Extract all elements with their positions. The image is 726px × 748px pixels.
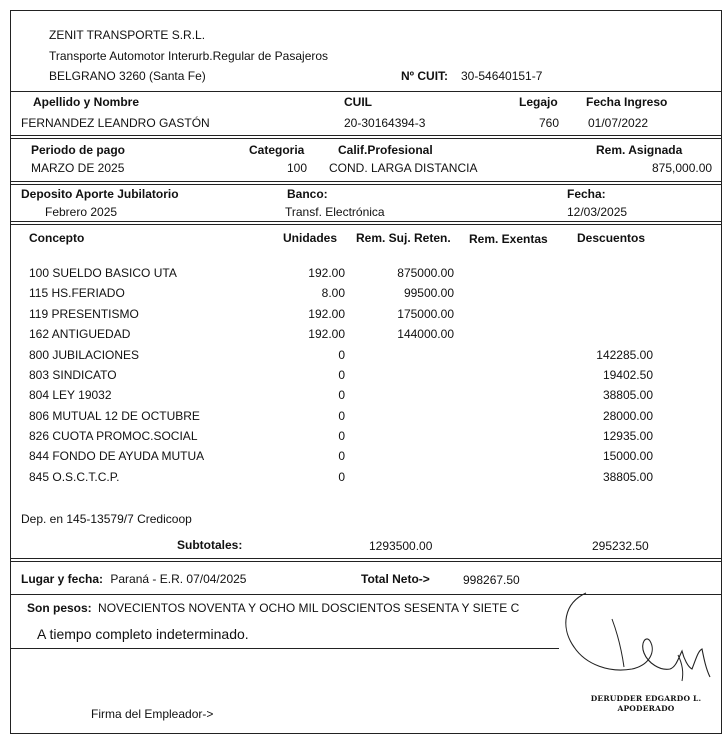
ingreso-label: Fecha Ingreso: [586, 95, 668, 109]
deposit-note: Dep. en 145-13579/7 Credicoop: [21, 512, 192, 526]
signature-scribble: [556, 589, 721, 689]
cuit-label: Nº CUIT:: [401, 69, 449, 83]
date-label: Fecha:: [567, 187, 606, 201]
company-name: ZENIT TRANSPORTE S.R.L.: [49, 28, 206, 42]
row-concepto: 806 MUTUAL 12 DE OCTUBRE: [29, 409, 200, 423]
place-label: Lugar y fecha:: [21, 572, 104, 586]
cuil-label: CUIL: [344, 95, 372, 109]
row-desc: 38805.00: [602, 470, 653, 484]
payslip: [10, 10, 722, 734]
cuit-value: 30-54640151-7: [461, 69, 543, 83]
signature-name: DERUDDER EDGARDO L.: [590, 694, 702, 703]
row-concepto: 845 O.S.C.T.C.P.: [29, 470, 120, 484]
row-unidades: 0: [338, 470, 345, 484]
row-desc: 19402.50: [602, 368, 653, 382]
row-desc: 38805.00: [602, 388, 653, 402]
row-unidades: 0: [338, 388, 345, 402]
row-rem: 99500.00: [403, 286, 454, 300]
divider: [11, 648, 559, 649]
place-line: [21, 572, 246, 586]
row-desc: 142285.00: [596, 348, 653, 362]
subtotals-label: Subtotales:: [177, 538, 243, 552]
row-rem: 875000.00: [397, 266, 454, 280]
divider: [11, 135, 721, 136]
row-unidades: 0: [338, 409, 345, 423]
employer-signature-label: Firma del Empleador->: [91, 707, 214, 721]
employee-name: FERNANDEZ LEANDRO GASTÓN: [21, 116, 210, 130]
rem-value: 875,000.00: [652, 161, 713, 175]
divider: [11, 224, 721, 225]
signature-title: APODERADO: [617, 704, 675, 713]
row-unidades: 192.00: [308, 307, 345, 321]
subtotal-rem: 1293500.00: [369, 539, 433, 553]
calif-label: Calif.Profesional: [338, 143, 433, 157]
bank-label: Banco:: [287, 187, 328, 201]
deposit-label: Deposito Aporte Jubilatorio: [21, 187, 179, 201]
deposit-value: Febrero 2025: [45, 205, 118, 219]
row-concepto: 803 SINDICATO: [29, 368, 117, 382]
period-value: MARZO DE 2025: [31, 161, 125, 175]
row-concepto: 826 CUOTA PROMOC.SOCIAL: [29, 429, 198, 443]
col-header-descuentos: Descuentos: [577, 231, 646, 245]
row-unidades: 0: [338, 348, 345, 362]
legajo-label: Legajo: [519, 95, 558, 109]
row-concepto: 800 JUBILACIONES: [29, 348, 140, 362]
company-address: BELGRANO 3260 (Santa Fe): [49, 69, 206, 83]
col-header-rem-suj: Rem. Suj. Reten.: [356, 231, 451, 245]
divider: [11, 184, 721, 185]
cuil-value: 20-30164394-3: [344, 116, 426, 130]
col-header-unidades: Unidades: [283, 231, 338, 245]
pesos-label: Son pesos:: [27, 601, 92, 615]
row-concepto: 100 SUELDO BASICO UTA: [29, 266, 177, 280]
row-unidades: 192.00: [308, 266, 345, 280]
rem-label: Rem. Asignada: [596, 143, 683, 157]
divider: [11, 558, 721, 559]
subtotal-desc: 295232.50: [592, 539, 649, 553]
row-rem: 175000.00: [397, 307, 454, 321]
category-value: 100: [287, 161, 308, 175]
name-label: Apellido y Nombre: [33, 95, 140, 109]
divider: [11, 561, 721, 562]
divider: [11, 138, 721, 139]
ingreso-value: 01/07/2022: [588, 116, 649, 130]
pesos-value: NOVECIENTOS NOVENTA Y OCHO MIL DOSCIENTOS SESENTA Y SIETE C: [98, 601, 520, 615]
row-concepto: 804 LEY 19032: [29, 388, 112, 402]
row-unidades: 8.00: [321, 286, 345, 300]
date-value: 12/03/2025: [567, 205, 628, 219]
row-desc: 28000.00: [602, 409, 653, 423]
company-activity: Transporte Automotor Interurb.Regular de Pasajeros: [49, 49, 329, 63]
row-unidades: 0: [338, 429, 345, 443]
row-unidades: 0: [338, 449, 345, 463]
category-label: Categoria: [249, 143, 305, 157]
bank-value: Transf. Electrónica: [285, 205, 385, 219]
row-concepto: 119 PRESENTISMO: [29, 307, 139, 321]
divider: [11, 91, 721, 92]
calif-value: COND. LARGA DISTANCIA: [329, 161, 478, 175]
place-value: Paraná - E.R. 07/04/2025: [110, 572, 247, 586]
col-header-concepto: Concepto: [29, 231, 85, 245]
row-concepto: 162 ANTIGUEDAD: [29, 327, 131, 341]
period-label: Periodo de pago: [31, 143, 126, 157]
divider: [11, 181, 721, 182]
row-unidades: 192.00: [308, 327, 345, 341]
pesos-line: [27, 601, 557, 615]
divider: [11, 221, 721, 222]
row-desc: 12935.00: [602, 429, 653, 443]
col-header-rem-exentas: Rem. Exentas: [469, 232, 548, 246]
row-concepto: 115 HS.FERIADO: [29, 286, 125, 300]
neto-label: Total Neto->: [361, 572, 430, 586]
row-rem: 144000.00: [397, 327, 454, 341]
row-unidades: 0: [338, 368, 345, 382]
neto-value: 998267.50: [463, 573, 520, 587]
legajo-value: 760: [539, 116, 560, 130]
row-concepto: 844 FONDO DE AYUDA MUTUA: [29, 449, 205, 463]
row-desc: 15000.00: [602, 449, 653, 463]
contract-type: A tiempo completo indeterminado.: [37, 626, 249, 642]
